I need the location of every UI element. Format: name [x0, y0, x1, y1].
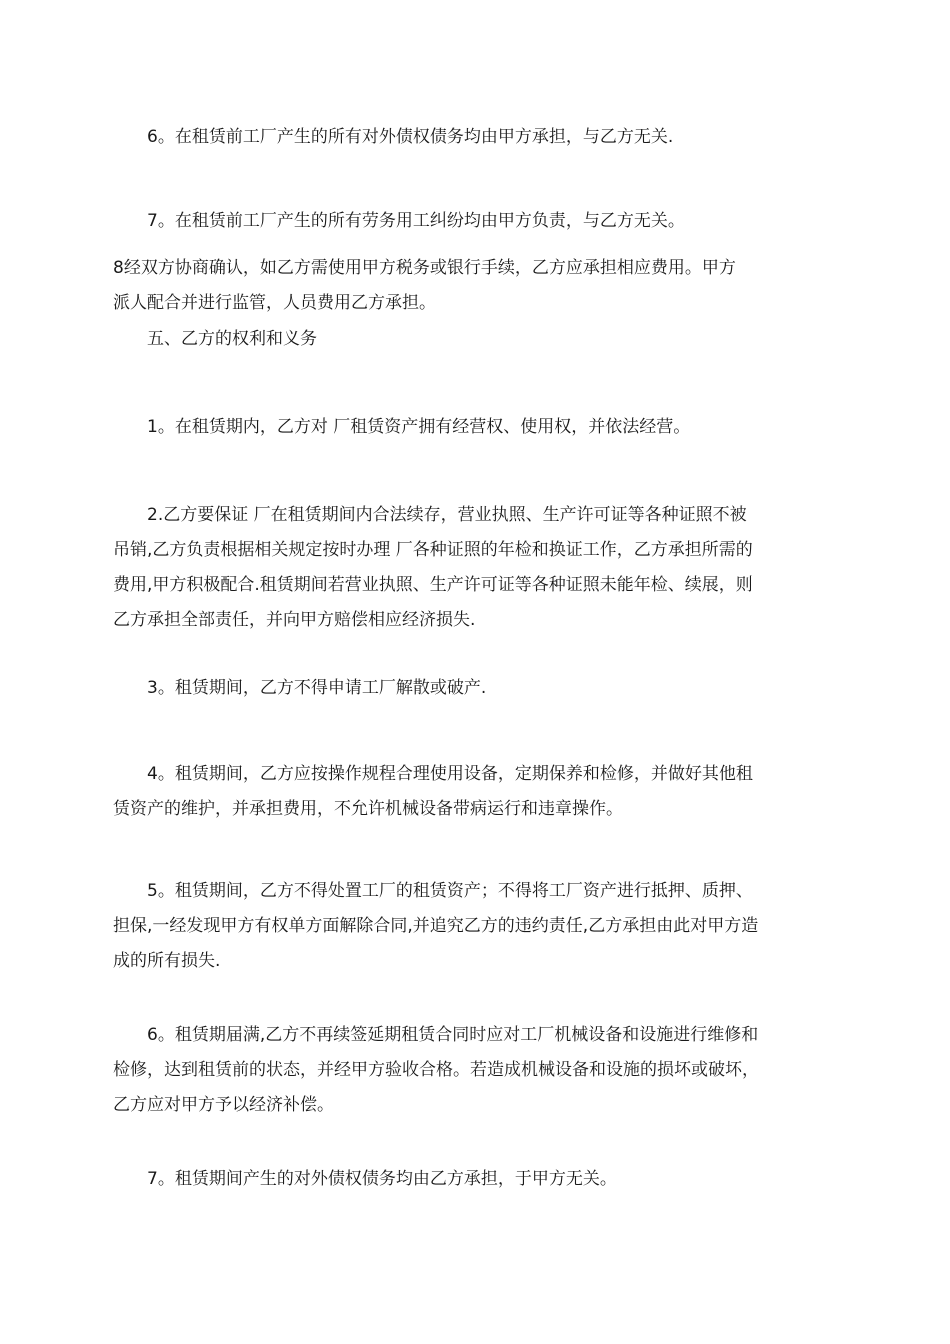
paragraph-line: 成的所有损失. — [113, 951, 221, 971]
paragraph-8-tax-bank-procedures — [113, 251, 843, 321]
paragraph-line: 担保,一经发现甲方有权单方面解除合同,并追究乙方的违约责任,乙方承担由此对甲方造 — [113, 916, 759, 936]
paragraph-line: 8经双方协商确认，如乙方需使用甲方税务或银行手续，乙方应承担相应费用。甲方 — [113, 258, 736, 278]
paragraph-6-pre-lease-debts — [113, 120, 843, 155]
paragraph-b4-equipment-use — [113, 757, 843, 827]
paragraph-b7-debts-during-lease — [113, 1162, 843, 1197]
paragraph-line: 2.乙方要保证 厂在租赁期间内合法续存，营业执照、生产许可证等各种证照不被 — [113, 505, 747, 525]
paragraph-b1-operation-rights — [113, 410, 843, 445]
paragraph-b2-licenses — [113, 498, 843, 638]
paragraph-line: 赁资产的维护，并承担费用，不允许机械设备带病运行和违章操作。 — [113, 799, 623, 819]
paragraph-line: 6。租赁期届满,乙方不再续签延期租赁合同时应对工厂机械设备和设施进行维修和 — [113, 1025, 759, 1045]
paragraph-line: 4。租赁期间，乙方应按操作规程合理使用设备，定期保养和检修，并做好其他租 — [113, 764, 753, 784]
paragraph-line: 乙方应对甲方予以经济补偿。 — [113, 1095, 334, 1115]
paragraph-line: 费用,甲方积极配合.租赁期间若营业执照、生产许可证等各种证照未能年检、续展，则 — [113, 575, 753, 595]
paragraph-line: 7。租赁期间产生的对外债权债务均由乙方承担，于甲方无关。 — [113, 1169, 617, 1189]
section-heading-party-b-rights — [113, 322, 843, 357]
paragraph-line: 7。在租赁前工厂产生的所有劳务用工纠纷均由甲方负责，与乙方无关。 — [113, 211, 685, 231]
paragraph-line: 1。在租赁期内，乙方对 厂租赁资产拥有经营权、使用权，并依法经营。 — [113, 417, 691, 437]
paragraph-line: 5。租赁期间，乙方不得处置工厂的租赁资产；不得将工厂资产进行抵押、质押、 — [113, 881, 753, 901]
paragraph-b5-no-disposal — [113, 874, 843, 979]
heading-line: 五、乙方的权利和义务 — [113, 329, 317, 349]
paragraph-b3-no-dissolution — [113, 671, 843, 706]
paragraph-line: 吊销,乙方负责根据相关规定按时办理 厂各种证照的年检和换证工作，乙方承担所需的 — [113, 540, 753, 560]
paragraph-line: 乙方承担全部责任，并向甲方赔偿相应经济损失. — [113, 610, 476, 630]
paragraph-7-pre-lease-labor — [113, 204, 843, 239]
paragraph-b6-lease-expiry — [113, 1018, 843, 1123]
paragraph-line: 3。租赁期间，乙方不得申请工厂解散或破产. — [113, 678, 487, 698]
paragraph-line: 派人配合并进行监管，人员费用乙方承担。 — [113, 293, 436, 313]
paragraph-line: 6。在租赁前工厂产生的所有对外债权债务均由甲方承担，与乙方无关. — [113, 127, 674, 147]
paragraph-line: 检修，达到租赁前的状态，并经甲方验收合格。若造成机械设备和设施的损坏或破坏， — [113, 1060, 759, 1080]
